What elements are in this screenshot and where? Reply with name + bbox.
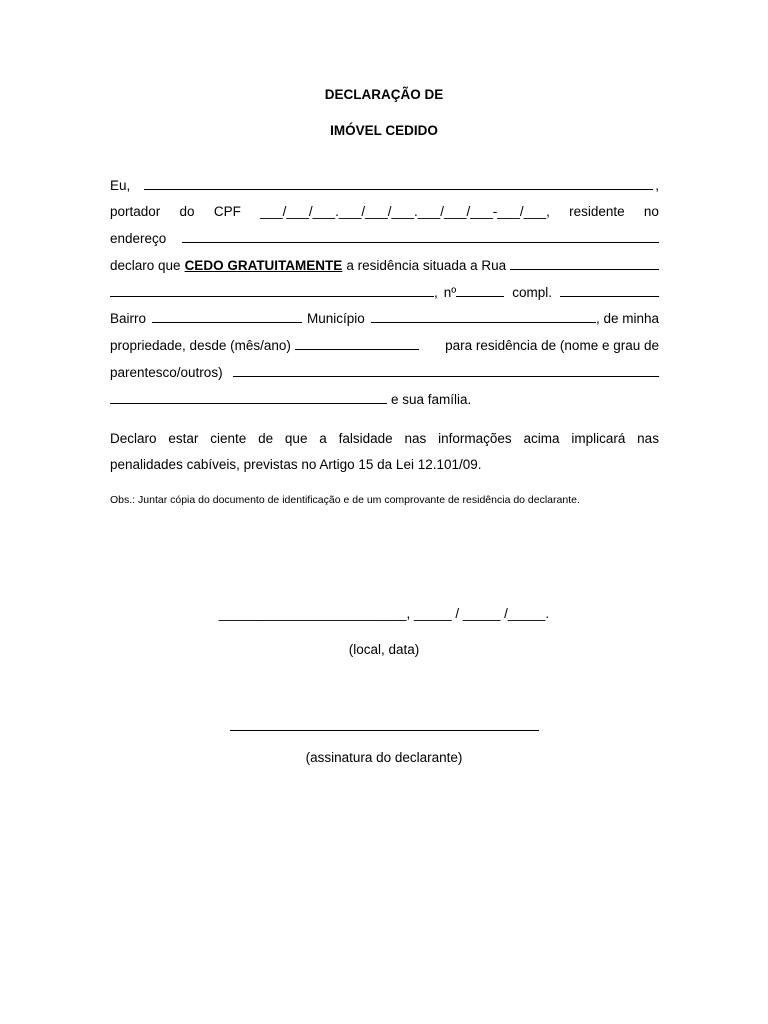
declaro-paragraph-line-2: penalidades cabíveis, previstas no Artigo 15 da Lei 12.101/09. (110, 457, 482, 472)
word: que (284, 431, 308, 446)
residencia-rua-text: a residência situada a Rua (346, 258, 507, 273)
residente-label: residente (569, 204, 625, 219)
endereco-blank[interactable] (182, 241, 659, 243)
local-data-blank[interactable]: _________________________, _____ / _____ /_____. (218, 606, 550, 621)
no-label: no (643, 204, 659, 219)
title-line-2: IMÓVEL CEDIDO (330, 123, 438, 138)
numero-blank[interactable] (456, 295, 504, 297)
local-data-caption: (local, data) (348, 642, 420, 657)
word: de (258, 431, 274, 446)
word: implicará (571, 431, 626, 446)
line-declaro-que (110, 255, 659, 277)
municipio-label: Município (307, 311, 365, 326)
rua-blank[interactable] (510, 268, 659, 270)
title-line-1: DECLARAÇÃO DE (324, 87, 444, 102)
word: nas (404, 431, 427, 446)
line-familia (110, 389, 659, 411)
parentesco-blank[interactable] (233, 375, 659, 377)
line-eu (110, 175, 659, 197)
portador-label: portador (110, 204, 161, 219)
line-parentesco (110, 362, 659, 384)
line-numero (110, 282, 659, 304)
declaro-paragraph-line-1 (110, 428, 659, 450)
eu-label: Eu, (110, 178, 131, 193)
compl-label: compl. (512, 285, 552, 300)
endereco-label: endereço (110, 231, 167, 246)
line-endereco (110, 228, 659, 250)
word: ciente (210, 431, 247, 446)
line-cpf (110, 201, 659, 223)
numero-label: nº (443, 285, 457, 300)
declaro-que-text: declaro que (110, 258, 181, 273)
para-residencia-text: para residência de (nome e grau de (445, 338, 659, 353)
word: Declaro (110, 431, 157, 446)
word: informações (438, 431, 512, 446)
line-bairro (110, 308, 659, 330)
word: a (319, 431, 327, 446)
cedo-gratuitamente: CEDO GRATUITAMENTE (184, 258, 343, 273)
cpf-label: CPF (213, 204, 241, 219)
word: estar (168, 431, 199, 446)
word: acima (523, 431, 560, 446)
bairro-label: Bairro (110, 311, 147, 326)
signature-line[interactable] (230, 729, 539, 731)
word: nas (637, 431, 659, 446)
comma: , (655, 178, 659, 193)
comma: , (434, 285, 438, 300)
obs-note: Obs.: Juntar cópia do documento de identificação e de um comprovante de residência do declarante. (110, 494, 580, 506)
signature-caption: (assinatura do declarante) (305, 750, 463, 765)
parentesco-text: parentesco/outros) (110, 365, 223, 380)
compl-blank[interactable] (560, 295, 659, 297)
line-propriedade (110, 335, 659, 357)
sua-familia-text: e sua família. (391, 392, 472, 407)
municipio-blank[interactable] (371, 321, 596, 323)
desde-blank[interactable] (295, 348, 419, 350)
familia-blank[interactable] (110, 402, 387, 404)
rua-continuation-blank[interactable] (110, 295, 434, 297)
do-label: do (179, 204, 195, 219)
bairro-blank[interactable] (152, 321, 302, 323)
name-blank[interactable] (144, 188, 653, 190)
propriedade-text: propriedade, desde (mês/ano) (110, 338, 291, 353)
cpf-blank[interactable]: ___/___/___.___/___/___.___/___/___-___/___, (260, 204, 550, 219)
word: falsidade (338, 431, 393, 446)
de-minha-text: , de minha (595, 311, 659, 326)
